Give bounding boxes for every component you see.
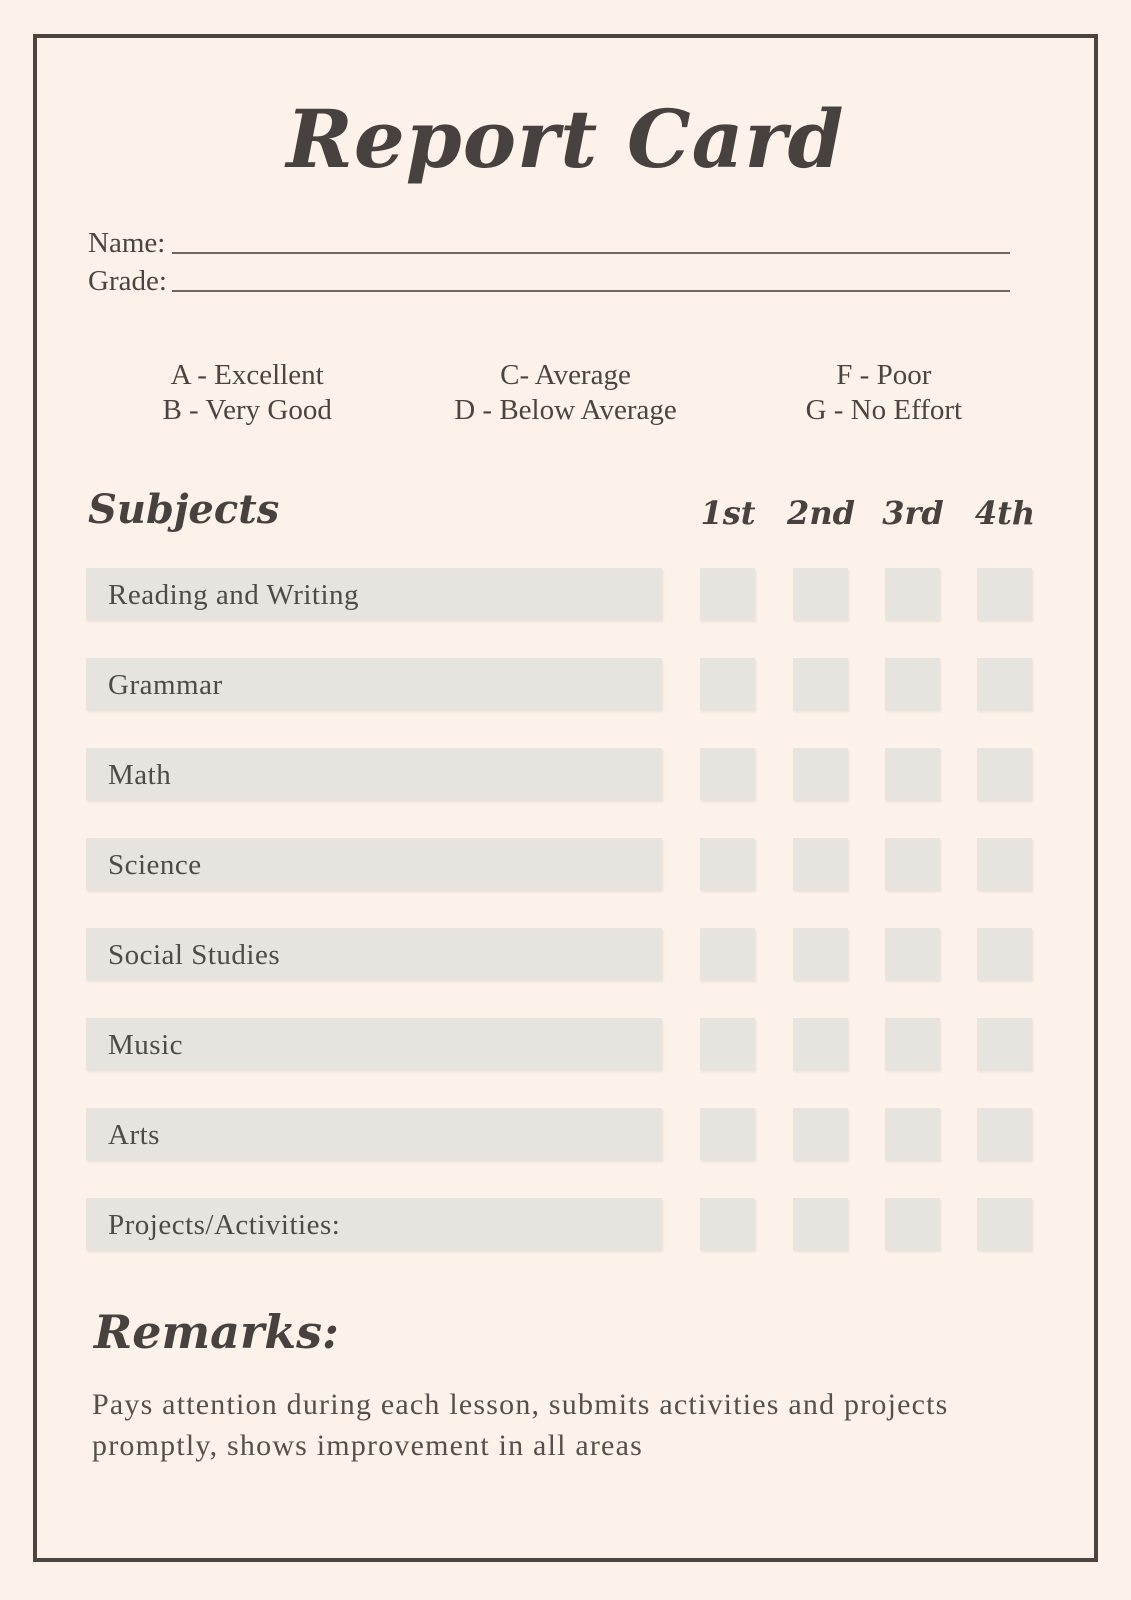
grade-cell-2nd[interactable] [793, 748, 848, 800]
subject-label: Music [108, 1029, 183, 1061]
grade-cell-1st[interactable] [700, 838, 755, 890]
remarks-heading: Remarks: [94, 1305, 339, 1359]
grade-cell-4th[interactable] [977, 1108, 1032, 1160]
grade-cell-3rd[interactable] [885, 838, 940, 890]
grade-cell-4th[interactable] [977, 568, 1032, 620]
grade-cell-3rd[interactable] [885, 748, 940, 800]
subject-bar [86, 658, 662, 710]
grade-cell-4th[interactable] [977, 1018, 1032, 1070]
subject-label: Social Studies [108, 939, 281, 971]
subject-bar [86, 568, 662, 620]
grade-cell-1st[interactable] [700, 748, 755, 800]
grade-cell-3rd[interactable] [885, 1018, 940, 1070]
subjects-table [0, 568, 1131, 1288]
table-row-grammar [0, 658, 1131, 710]
grade-cell-3rd[interactable] [885, 1108, 940, 1160]
subject-label: Reading and Writing [108, 579, 360, 611]
grade-cell-2nd[interactable] [793, 838, 848, 890]
legend-item-g: G - No Effort [805, 394, 963, 426]
subject-label: Projects/Activities: [108, 1209, 341, 1241]
grade-cell-3rd[interactable] [885, 1198, 940, 1250]
legend-item-d: D - Below Average [454, 394, 677, 426]
subject-bar [86, 838, 662, 890]
grade-cell-3rd[interactable] [885, 568, 940, 620]
grade-cell-1st[interactable] [700, 1108, 755, 1160]
subject-bar [86, 1018, 662, 1070]
table-row-math [0, 748, 1131, 800]
legend-column-fg [725, 358, 1043, 428]
grade-cell-2nd[interactable] [793, 1018, 848, 1070]
legend-item-c: C- Average [500, 359, 631, 391]
remarks-text: Pays attention during each lesson, submits activities and projects promptly, shows improvement in all areas [92, 1388, 949, 1462]
subject-label: Grammar [108, 669, 223, 701]
name-field-row [88, 224, 1010, 258]
legend-item-f: F - Poor [836, 359, 932, 391]
column-header-1st: 1st [700, 494, 756, 532]
subject-label: Science [108, 849, 202, 881]
grade-cell-1st[interactable] [700, 658, 755, 710]
grade-cell-3rd[interactable] [885, 928, 940, 980]
legend-column-cd [406, 358, 724, 428]
column-header-4th: 4th [974, 494, 1036, 532]
table-row-science [0, 838, 1131, 890]
grade-cell-2nd[interactable] [793, 928, 848, 980]
table-row-social-studies [0, 928, 1131, 980]
grade-cell-1st[interactable] [700, 1018, 755, 1070]
table-row-reading-and-writing [0, 568, 1131, 620]
grade-field-row [88, 262, 1010, 296]
grade-input-line[interactable] [172, 290, 1010, 292]
grading-legend [88, 358, 1043, 428]
legend-item-b: B - Very Good [162, 394, 332, 426]
grade-cell-3rd[interactable] [885, 658, 940, 710]
grade-cell-1st[interactable] [700, 568, 755, 620]
grade-cell-2nd[interactable] [793, 1108, 848, 1160]
subject-label: Arts [108, 1119, 160, 1151]
subjects-heading: Subjects [88, 486, 280, 533]
grade-label: Grade: [88, 265, 167, 297]
grade-cell-1st[interactable] [700, 928, 755, 980]
legend-item-a: A - Excellent [170, 359, 324, 391]
table-row-projects-activities [0, 1198, 1131, 1250]
grade-cell-4th[interactable] [977, 748, 1032, 800]
table-row-arts [0, 1108, 1131, 1160]
grade-cell-2nd[interactable] [793, 1198, 848, 1250]
grade-cell-4th[interactable] [977, 928, 1032, 980]
subject-bar [86, 928, 662, 980]
subject-bar [86, 748, 662, 800]
page-title: Report Card [286, 92, 845, 186]
grade-cell-1st[interactable] [700, 1198, 755, 1250]
table-row-music [0, 1018, 1131, 1070]
grade-cell-4th[interactable] [977, 838, 1032, 890]
grade-cell-2nd[interactable] [793, 658, 848, 710]
name-label: Name: [88, 227, 166, 259]
legend-column-ab [88, 358, 406, 428]
subject-bar [86, 1108, 662, 1160]
subject-label: Math [108, 759, 172, 791]
column-header-3rd: 3rd [882, 494, 944, 532]
column-header-2nd: 2nd [787, 494, 855, 532]
grade-cell-2nd[interactable] [793, 568, 848, 620]
name-input-line[interactable] [172, 252, 1010, 254]
subject-bar [86, 1198, 662, 1250]
grade-cell-4th[interactable] [977, 658, 1032, 710]
grade-cell-4th[interactable] [977, 1198, 1032, 1250]
